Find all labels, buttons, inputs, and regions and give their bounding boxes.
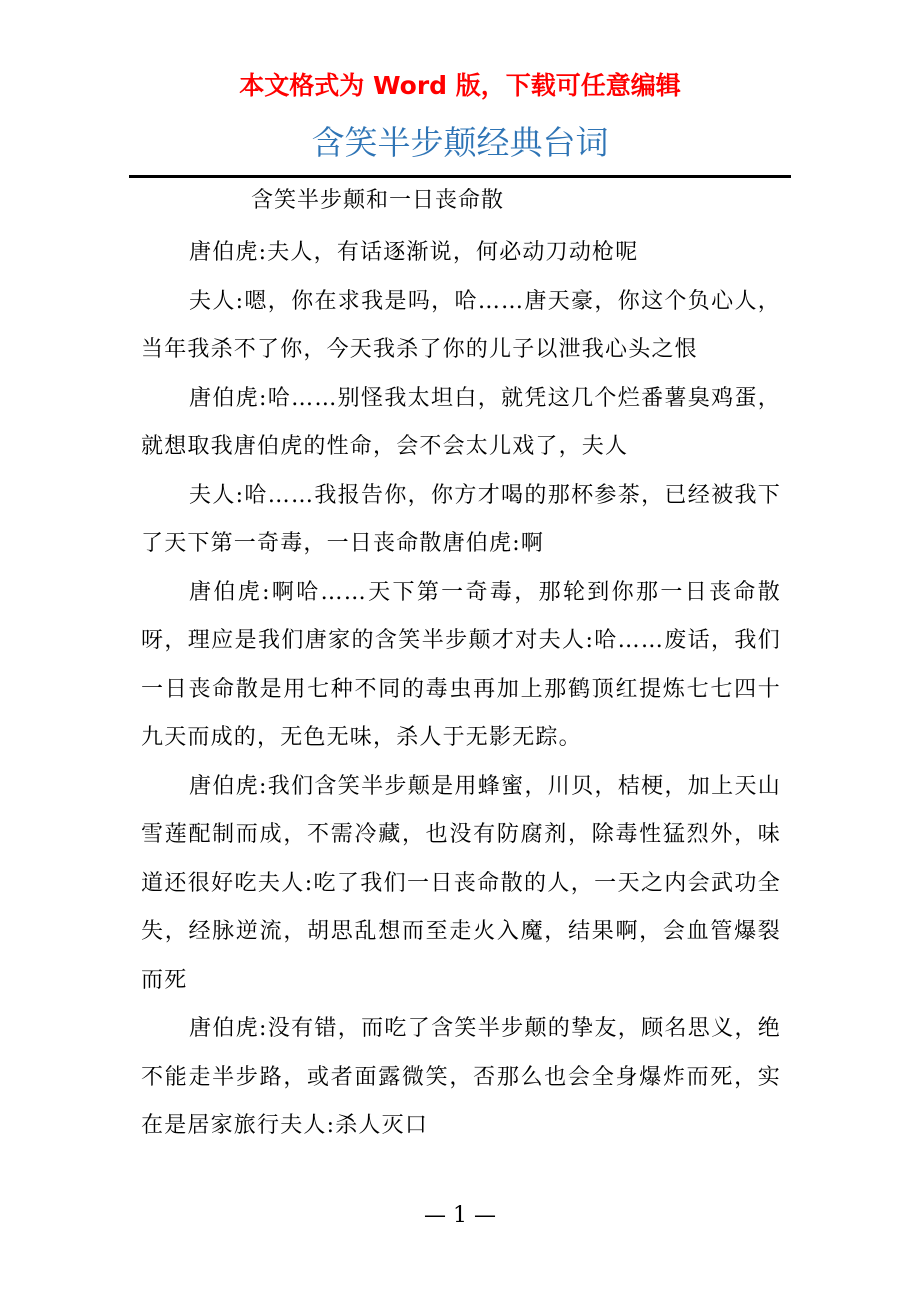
dialogue-paragraph: 夫人:嗯，你在求我是吗，哈……唐天豪，你这个负心人，当年我杀不了你，今天我杀了你的儿子以泄我心头之恨 [141,288,781,362]
dialogue-paragraph: 夫人:哈……我报告你，你方才喝的那杯参茶，已经被我下了天下第一奇毒，一日丧命散唐伯虎:啊 [141,482,781,556]
document-title: 含笑半步颠经典台词 [311,123,609,162]
format-notice-banner: 本文格式为 Word 版，下载可任意编辑 [239,71,681,100]
dialogue-paragraph: 唐伯虎:哈……别怪我太坦白，就凭这几个烂番薯臭鸡蛋，就想取我唐伯虎的性命，会不会太儿戏了，夫人 [141,385,781,459]
title-divider [129,175,791,178]
document-body [141,180,781,1151]
dialogue-paragraph: 唐伯虎:我们含笑半步颠是用蜂蜜，川贝，桔梗，加上天山雪莲配制而成，不需冷藏，也没有防腐剂，除毒性猛烈外，味道还很好吃夫人:吃了我们一日丧命散的人，一天之内会武功全失，经脉逆流，胡思乱想而至走火入魔，结果啊，会血管爆裂而死 [141,773,781,993]
dialogue-paragraph: 唐伯虎:啊哈……天下第一奇毒，那轮到你那一日丧命散呀，理应是我们唐家的含笑半步颠才对夫人:哈……废话，我们一日丧命散是用七种不同的毒虫再加上那鹤顶红提炼七七四十九天而成的，无色无味，杀人于无影无踪。 [141,579,781,750]
dialogue-paragraph: 唐伯虎:没有错，而吃了含笑半步颠的挚友，顾名思义，绝不能走半步路，或者面露微笑，否那么也会全身爆炸而死，实在是居家旅行夫人:杀人灭口 [141,1016,781,1138]
document-subtitle: 含笑半步颠和一日丧命散 [251,188,505,213]
page-number: — 1 — [424,1203,496,1228]
dialogue-paragraph: 唐伯虎:夫人，有话逐渐说，何必动刀动枪呢 [189,240,639,265]
